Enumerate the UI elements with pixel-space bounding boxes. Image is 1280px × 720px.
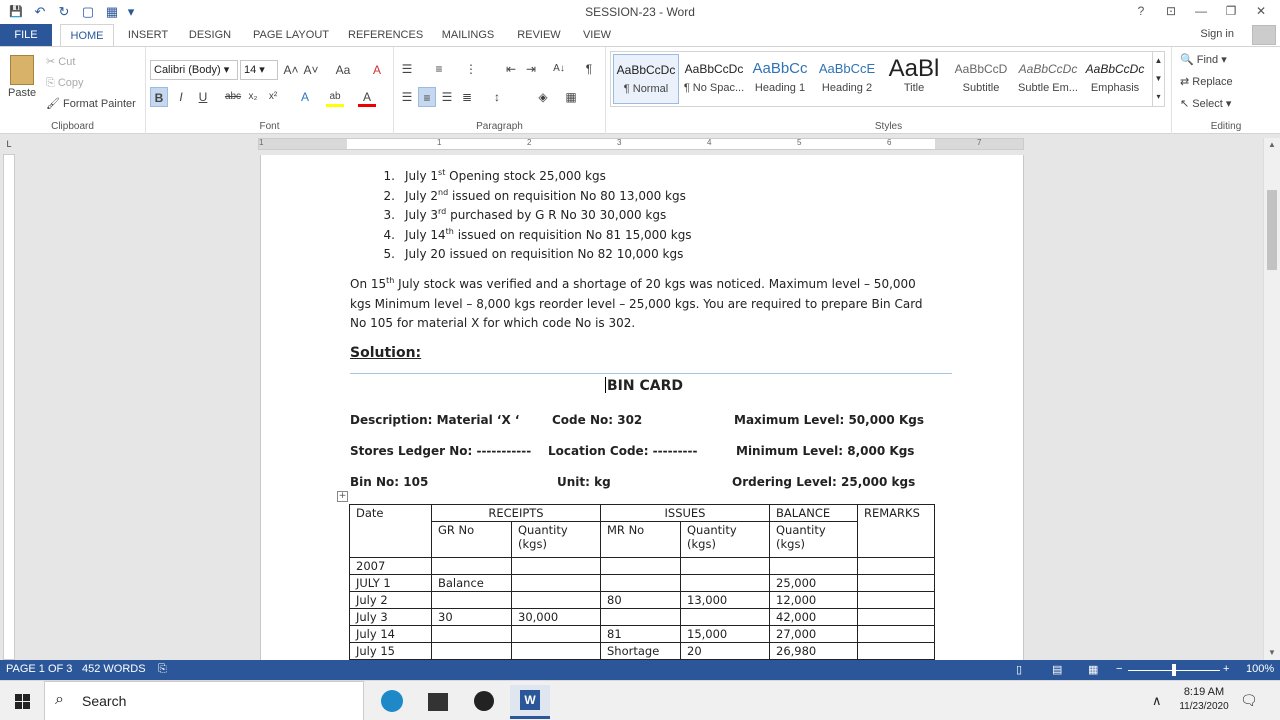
scroll-up-arrow[interactable]: ▲ [1268,140,1276,149]
underline-button[interactable]: U [198,90,208,104]
cell-mr-no[interactable] [601,609,681,626]
cell-balance[interactable]: 27,000 [770,626,858,643]
clear-formatting-button[interactable]: A [372,63,381,77]
list-item [371,206,692,226]
tab-file[interactable]: FILE [0,24,52,46]
para-line: kgs Minimum level – 8,000 kgs reorder level – 25,000 kgs. You are required to prepare Bin Card [350,296,923,311]
para-text: July stock was verified and a shortage of 20 kgs was noticed. Maximum level – 50,000 [394,277,916,291]
style-name: Heading 1 [754,82,806,94]
windows-logo-tile [15,694,22,701]
style-sample: AaBl [888,55,940,82]
cell-gr-no[interactable] [432,592,512,609]
word-count[interactable]: 452 WORDS [82,663,146,675]
superscript-button[interactable]: x² [268,91,278,102]
min-level-field: Minimum Level: 8,000 Kgs [736,444,915,458]
table-row [350,558,935,575]
bullets-icon[interactable]: ☰ [401,62,413,76]
edge-app-icon[interactable] [372,685,412,719]
para-text: On 15 [350,277,387,291]
para-line [350,275,950,295]
list-text: July 14 [405,227,446,242]
divider-line [350,373,952,374]
list-text: issued on requisition No 81 15,000 kgs [453,227,692,242]
style-sample: AaBbCcDc [1085,62,1145,76]
taskbar [0,680,1280,720]
list-item [371,167,692,187]
windows-logo-tile [23,694,30,701]
clipboard-group-label: Clipboard [51,121,94,132]
table-row [350,626,935,643]
header-date: Date [350,505,432,558]
print-layout-icon[interactable]: ▤ [1052,664,1063,676]
style-no-spacing[interactable] [681,54,747,104]
cell-date[interactable]: JULY 1 [350,575,432,592]
cell-issue-qty[interactable] [681,558,770,575]
increase-indent-icon[interactable]: ⇥ [525,62,537,76]
cell-gr-no[interactable]: 30 [432,609,512,626]
cell-receipt-qty[interactable] [512,558,601,575]
bin-card-title-text: BIN CARD [607,378,683,394]
cell-receipt-qty[interactable] [512,575,601,592]
cell-mr-no[interactable]: Shortage [601,643,681,660]
scroll-thumb[interactable] [1267,190,1277,270]
redo-icon[interactable]: ↻ [58,4,70,19]
cell-date[interactable]: July 3 [350,609,432,626]
replace-button[interactable]: ⇄ Replace [1180,76,1233,88]
list-text: July 2 [405,188,439,203]
tab-page-layout[interactable]: PAGE LAYOUT [252,29,329,41]
cell-remarks[interactable] [858,609,935,626]
list-sup: nd [438,187,449,197]
ruler-number: 4 [707,138,712,147]
line-spacing-icon[interactable]: ↕ [494,90,500,104]
cell-date[interactable]: 2007 [350,558,432,575]
table-row [350,592,935,609]
ruler-number: 2 [527,138,532,147]
cell-issue-qty[interactable] [681,609,770,626]
style-heading-1[interactable] [747,54,813,104]
window-controls [1126,0,1276,22]
list-text: purchased by G R No 30 30,000 kgs [446,208,667,222]
cell-mr-no[interactable]: 81 [601,626,681,643]
table-header-row [350,505,935,522]
tray-chevron-icon[interactable]: ∧ [1152,693,1162,708]
tray-time: 8:19 AM [1183,686,1225,698]
cell-date[interactable]: July 14 [350,626,432,643]
tab-selector[interactable]: L [6,139,12,149]
font-color-button[interactable]: A [358,87,376,107]
subscript-button[interactable]: x₂ [248,91,258,102]
style-name: Heading 2 [821,82,873,94]
zoom-in-button[interactable]: + [1223,663,1230,675]
sign-in-link[interactable]: Sign in [1200,28,1234,40]
document-page[interactable] [260,155,1024,660]
subheader-gr-no: GR No [432,522,512,558]
list-item [371,226,692,246]
ribbon-display-icon[interactable]: ⊡ [1165,4,1177,18]
style-sample: AaBbCcE [818,61,876,76]
cell-receipt-qty[interactable] [512,626,601,643]
style-sample: AaBbCcDc [616,63,676,77]
save-icon[interactable]: 💾 [9,6,23,18]
cell-mr-no[interactable] [601,575,681,592]
style-normal[interactable] [613,54,679,104]
cell-remarks[interactable] [858,626,935,643]
shading-icon[interactable]: ◈ [538,90,548,104]
status-bar [0,660,1280,680]
shrink-font-button[interactable]: A˅ [303,63,319,77]
windows-logo-tile [15,702,22,709]
copy-button[interactable]: ⎘ Copy [46,77,84,89]
proofing-icon[interactable]: ⎘ [158,663,167,675]
justify-icon[interactable]: ≣ [461,90,473,104]
subheader-issue-qty: Quantity (kgs) [681,522,770,558]
cell-receipt-qty[interactable]: 30,000 [512,609,601,626]
stores-ledger-field: Stores Ledger No: ----------- [350,444,532,458]
cell-receipt-qty[interactable] [512,592,601,609]
help-icon[interactable]: ? [1137,4,1145,18]
cell-remarks[interactable] [858,592,935,609]
styles-group-label: Styles [874,121,903,132]
cell-issue-qty[interactable]: 20 [681,643,770,660]
bold-button[interactable]: B [150,87,168,107]
close-button[interactable]: ✕ [1255,4,1267,18]
ruler-number: 5 [797,138,802,147]
replace-label: Replace [1192,76,1233,88]
cell-mr-no[interactable] [601,558,681,575]
cell-date[interactable]: July 2 [350,592,432,609]
clipboard-group [0,47,146,134]
vertical-scrollbar[interactable] [1263,138,1280,660]
editing-group-label: Editing [1210,121,1242,132]
list-number: 4. [383,227,395,242]
cell-balance[interactable]: 42,000 [770,609,858,626]
header-receipts: RECEIPTS [432,505,601,522]
undo-icon[interactable]: ↶ [34,4,46,19]
cell-receipt-qty[interactable] [512,643,601,660]
list-text: July 1 [405,169,439,183]
format-painter-button[interactable]: 🖌 Format Painter [46,98,136,110]
tray-date: 11/23/2020 [1179,701,1229,712]
location-code-field: Location Code: --------- [548,444,698,458]
list-sup: rd [438,207,447,216]
code-no-field: Code No: 302 [552,413,643,427]
store-logo [428,693,448,711]
list-text: July 3 [405,208,439,222]
font-size-select[interactable]: 14 ▾ [240,60,278,80]
cell-balance[interactable] [770,558,858,575]
notification-icon[interactable]: 🗨 [1240,692,1258,708]
left-margin-area [259,139,347,149]
word-logo: W [520,690,540,710]
insert-table-icon[interactable]: ▦ [105,4,119,19]
tab-mailings[interactable]: MAILINGS [441,29,495,41]
max-level-field: Maximum Level: 50,000 Kgs [734,413,924,427]
style-sample: AaBbCc [752,60,808,77]
strikethrough-button[interactable]: abc [224,91,242,102]
format-painter-label: Format Painter [63,98,136,110]
para-sup: th [386,276,395,285]
style-name: Emphasis [1090,82,1140,94]
tab-insert[interactable]: INSERT [127,29,169,41]
table-subheader-row [350,522,935,558]
multilevel-list-icon[interactable]: ⋮ [465,62,477,76]
header-issues: ISSUES [601,505,770,522]
page-count[interactable]: PAGE 1 OF 3 [6,663,73,675]
highlight-button[interactable]: ab [326,87,344,107]
start-button[interactable] [0,681,44,720]
cell-mr-no[interactable]: 80 [601,592,681,609]
search-icon: ⌕ [55,691,64,708]
paragraph-group [394,47,606,134]
vertical-ruler[interactable] [3,154,15,660]
numbering-icon[interactable]: ≡ [435,62,443,76]
ruler-number: 6 [887,138,892,147]
list-sup: st [438,168,446,177]
find-label: Find [1196,54,1219,66]
problem-paragraph [350,275,950,334]
edge-logo [381,690,403,712]
tab-references[interactable]: REFERENCES [348,29,424,41]
taskbar-search[interactable] [44,681,364,720]
paste-icon[interactable] [10,55,34,85]
cell-balance[interactable]: 25,000 [770,575,858,592]
font-group-label: Font [259,121,280,132]
zoom-out-button[interactable]: − [1116,663,1123,675]
subheader-mr-no: MR No [601,522,681,558]
copy-label: Copy [57,77,84,89]
style-subtitle[interactable] [948,54,1014,104]
font-group [146,47,394,134]
list-number: 3. [383,208,395,222]
styles-gallery [610,51,1165,107]
minimize-button[interactable]: — [1195,4,1207,18]
paste-button[interactable]: Paste [8,87,37,99]
word-app-icon[interactable] [510,685,550,719]
style-name: Subtitle [962,82,1000,94]
search-label: Search [82,693,127,709]
list-text: issued on requisition No 80 13,000 kgs [448,188,686,203]
subheader-receipt-qty: Quantity (kgs) [512,522,601,558]
cell-gr-no[interactable] [432,626,512,643]
numbered-list [371,167,692,265]
cell-issue-qty[interactable] [681,575,770,592]
subheader-balance-qty: Quantity (kgs) [770,522,858,558]
unit-field: Unit: kg [557,475,611,489]
list-item [371,245,692,265]
media-logo [474,691,494,711]
cut-button[interactable]: ✂ Cut [46,56,76,68]
maximize-button[interactable]: ❐ [1225,4,1237,18]
table-move-handle[interactable]: + [338,491,347,501]
header-remarks: REMARKS [858,505,935,558]
tab-view[interactable]: VIEW [582,29,612,41]
description-field: Description: Material ‘X ‘ [350,413,520,427]
media-app-icon[interactable] [464,685,504,719]
cell-remarks[interactable] [858,575,935,592]
cell-gr-no[interactable]: Balance [432,575,512,592]
solution-heading: Solution: [350,345,422,361]
table-row [350,643,935,660]
style-sample: AaBbCcD [954,62,1008,76]
new-document-icon[interactable]: ▢ [81,4,95,19]
zoom-level[interactable]: 100% [1246,663,1275,675]
style-subtle-emphasis[interactable] [1015,54,1081,104]
cell-gr-no[interactable] [432,643,512,660]
ribbon-tabs [0,24,1280,46]
sort-button[interactable]: A↓ [553,63,565,74]
list-number: 5. [383,247,395,261]
tab-home[interactable]: HOME [60,24,114,46]
cell-balance[interactable]: 26,980 [770,643,858,660]
style-name: Title [903,82,925,94]
cell-issue-qty[interactable]: 13,000 [681,592,770,609]
font-size-value: 14 [244,64,257,76]
align-right-icon[interactable]: ☰ [441,90,453,104]
style-name: Subtle Em... [1018,82,1078,94]
font-name-value: Calibri (Body) [154,64,221,76]
cell-issue-qty[interactable]: 15,000 [681,626,770,643]
select-button[interactable]: ↖ Select ▾ [1180,98,1232,110]
decrease-indent-icon[interactable]: ⇤ [505,62,517,76]
zoom-slider-thumb[interactable] [1172,664,1176,676]
window-title: SESSION-23 - Word [585,5,695,19]
list-text: July 20 issued on requisition No 82 10,000 kgs [405,247,684,261]
font-name-select[interactable]: Calibri (Body) ▾ [150,60,238,80]
list-item [371,187,692,207]
account-avatar[interactable] [1252,25,1276,45]
text-effects-button[interactable]: A [300,90,309,104]
para-line: No 105 for material X for which code No is 302. [350,316,636,330]
cell-remarks[interactable] [858,558,935,575]
bin-card-table [349,504,935,660]
list-number: 2. [383,188,395,203]
list-text: Opening stock 25,000 kgs [445,169,606,183]
cell-gr-no[interactable] [432,558,512,575]
style-name: ¶ No Spac... [683,82,745,94]
list-number: 1. [383,169,395,183]
borders-icon[interactable]: ▦ [565,90,577,104]
scroll-down-arrow[interactable]: ▼ [1268,648,1276,657]
cell-remarks[interactable] [858,643,935,660]
read-mode-icon[interactable]: ▯ [1016,664,1023,676]
change-case-button[interactable]: Aa [335,63,351,77]
style-title[interactable] [881,54,947,104]
align-left-icon[interactable]: ☰ [401,90,413,104]
ribbon [0,46,1280,134]
cell-date[interactable]: July 15 [350,643,432,660]
ordering-level-field: Ordering Level: 25,000 kgs [732,475,916,489]
style-sample: AaBbCcDc [1018,62,1078,76]
align-center-icon[interactable]: ≡ [418,87,436,107]
web-layout-icon[interactable]: ▦ [1088,664,1099,676]
list-sup: th [445,226,454,236]
cell-balance[interactable]: 12,000 [770,592,858,609]
style-emphasis[interactable] [1082,54,1148,104]
tab-review[interactable]: REVIEW [517,29,561,41]
ruler-number: 1 [259,138,264,147]
bin-card-title [605,377,683,394]
styles-scroll[interactable]: ▲ ▼ ▾ [1152,52,1164,106]
text-cursor [605,377,606,393]
find-button[interactable]: 🔍 Find ▾ [1180,54,1227,66]
table-row [350,575,935,592]
customize-qat-icon[interactable]: ▾ [127,4,135,19]
grow-font-button[interactable]: A˄ [283,63,299,77]
bin-no-field: Bin No: 105 [350,475,429,489]
table-row [350,609,935,626]
header-balance: BALANCE [770,505,858,522]
tab-design[interactable]: DESIGN [188,29,232,41]
show-hide-button[interactable]: ¶ [585,62,593,76]
ruler-number: 7 [977,138,982,147]
style-name: ¶ Normal [623,83,669,95]
paragraph-group-label: Paragraph [476,121,523,132]
store-app-icon[interactable] [418,685,458,719]
tray-clock[interactable] [1172,686,1236,712]
italic-button[interactable]: I [179,90,183,104]
style-heading-2[interactable] [814,54,880,104]
title-bar [0,0,1280,24]
cut-label: Cut [58,56,76,68]
horizontal-ruler[interactable] [258,138,1024,150]
ruler-number: 1 [437,138,442,147]
style-sample: AaBbCcDc [684,62,744,76]
windows-logo-tile [23,702,30,709]
select-label: Select [1192,98,1223,110]
ruler-number: 3 [617,138,622,147]
